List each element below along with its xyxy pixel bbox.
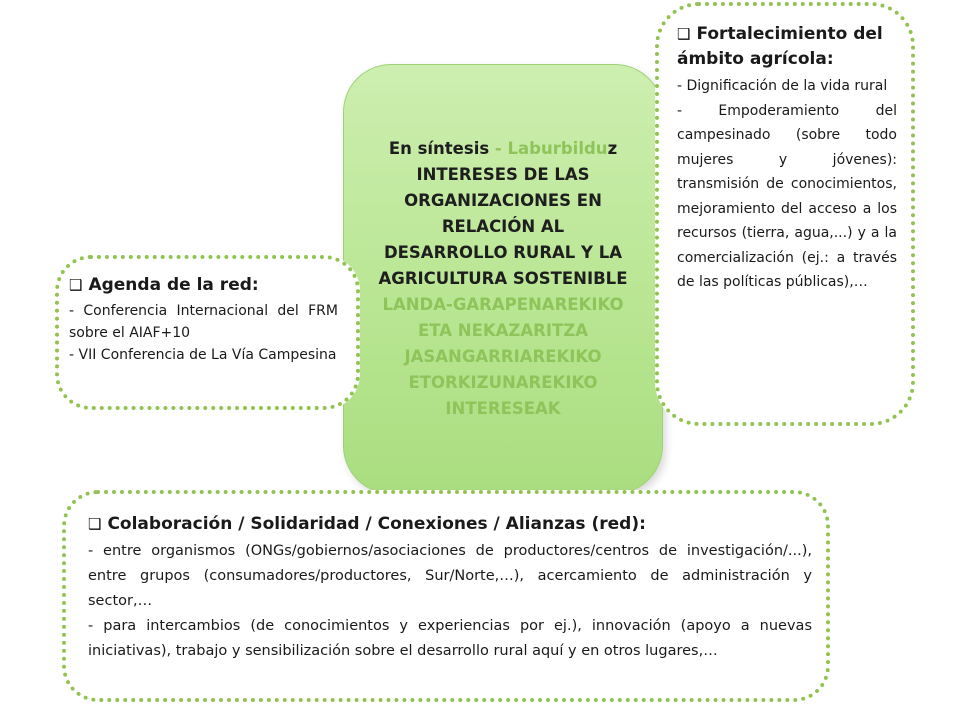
collaboration-item: - para intercambios (de conocimientos y experiencias por ej.), innovación (apoyo a nuevas iniciativas), trabajo y sensibilización sobre el desarrollo rural aquí y en otros lugares,… <box>88 618 812 659</box>
agenda-box <box>55 255 360 410</box>
agricultural-box <box>655 2 915 426</box>
checkbox-bullet-icon: ❑ <box>69 276 83 294</box>
center-title <box>389 136 617 162</box>
agricultural-item: - Empoderamiento del campesinado (sobre todo mujeres y jóvenes): transmisión de conocimientos, mejoramiento del acceso a los recursos (tierra, agua,...) y a la comercialización (ej.: a través de las políticas públicas),… <box>677 102 897 290</box>
agenda-item: - VII Conferencia de La Vía Campesina <box>69 347 337 363</box>
center-line-eu-3: JASANGARRIAREKIKO <box>404 347 602 366</box>
center-brand-end: z <box>607 139 618 158</box>
central-summary-box <box>343 64 663 494</box>
agenda-heading-text: Agenda de la red: <box>88 275 259 295</box>
collaboration-box <box>62 490 830 702</box>
center-line-eu-5: INTERESEAK <box>445 399 561 418</box>
center-line-eu-4: ETORKIZUNAREKIKO <box>408 373 598 392</box>
center-separator: - <box>489 139 508 158</box>
agenda-heading <box>69 273 338 298</box>
collaboration-heading-text: Colaboración / Solidaridad / Conexiones / Alianzas (red): <box>107 514 646 534</box>
agricultural-item: - Dignificación de la vida rural <box>677 78 888 94</box>
center-line-eu-2: ETA NEKAZARITZA <box>418 321 588 340</box>
center-line-es-5: AGRICULTURA SOSTENIBLE <box>378 269 628 288</box>
agricultural-heading <box>677 22 897 72</box>
center-line-es-4: DESARROLLO RURAL Y LA <box>383 243 623 262</box>
agenda-item: - Conferencia Internacional del FRM sobre el AIAF+10 <box>69 303 338 341</box>
center-line-eu-1: LANDA-GARAPENAREKIKO <box>382 295 624 314</box>
center-prefix: En síntesis <box>388 139 490 158</box>
agricultural-heading-text: Fortalecimiento del ámbito agrícola: <box>677 24 883 69</box>
checkbox-bullet-icon: ❑ <box>88 515 102 533</box>
checkbox-bullet-icon: ❑ <box>677 25 691 43</box>
center-line-es-2: ORGANIZACIONES EN <box>404 191 602 210</box>
center-line-es-1: INTERESES DE LAS <box>416 165 590 184</box>
collaboration-item: - entre organismos (ONGs/gobiernos/asociaciones de productores/centros de investigación/...), entre grupos (consumadores/productores, Sur/Norte,…), acercamiento de administración y sector,… <box>88 543 812 609</box>
center-line-es-3: RELACIÓN AL <box>441 217 565 236</box>
collaboration-heading <box>88 512 812 537</box>
center-brand: Laburbildu <box>507 139 608 158</box>
